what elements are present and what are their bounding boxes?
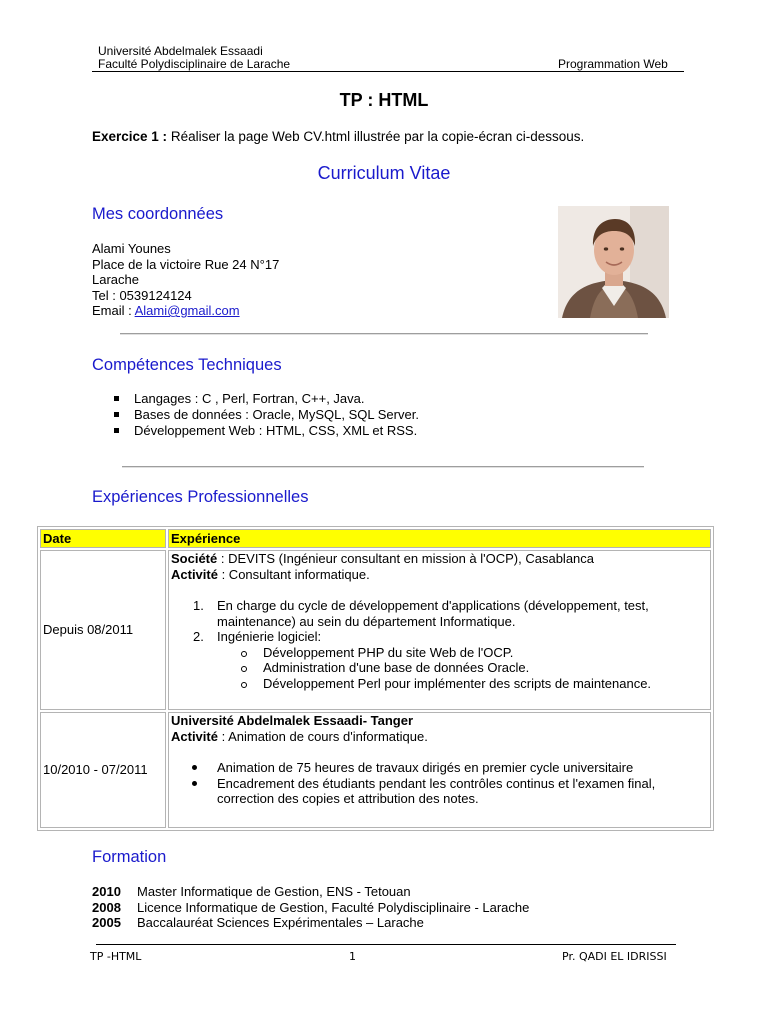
row-details bbox=[168, 712, 711, 828]
list-item bbox=[92, 900, 529, 916]
skill-item: Développement Web : HTML, CSS, XML et RSS. bbox=[108, 423, 668, 439]
list-item bbox=[171, 598, 708, 629]
table-header-row bbox=[40, 529, 711, 548]
contact-tel: Tel : 0539124124 bbox=[92, 287, 192, 303]
footer-left: TP -HTML bbox=[90, 950, 142, 963]
footer-right: Pr. QADI EL IDRISSI bbox=[562, 950, 667, 963]
cv-title: Curriculum Vitae bbox=[317, 163, 451, 183]
skills-heading: Compétences Techniques bbox=[92, 356, 282, 374]
row-details bbox=[168, 550, 711, 710]
header-faculty: Faculté Polydisciplinaire de Larache bbox=[98, 57, 291, 71]
profile-photo bbox=[558, 206, 669, 318]
skill-item: Bases de données : Oracle, MySQL, SQL Server. bbox=[108, 407, 668, 423]
list-item: Développement PHP du site Web de l'OCP. bbox=[171, 645, 708, 661]
email-link[interactable]: Alami@gmail.com bbox=[134, 303, 240, 318]
header-university: Université Abdelmalek Essaadi bbox=[98, 44, 263, 58]
list-item: Animation de 75 heures de travaux dirigés en premier cycle universitaire bbox=[171, 760, 708, 776]
contact-name: Alami Younes bbox=[92, 241, 171, 256]
org-line bbox=[171, 713, 708, 729]
list-item: Encadrement des étudiants pendant les contrôles continus et l'examen final, correction des copies et attribution des notes. bbox=[171, 776, 708, 807]
task-text: En charge du cycle de développement d'applications (développement, test, maintenance) au sein du département Informatique. bbox=[217, 598, 649, 629]
tasks-list bbox=[171, 598, 708, 645]
exercise-label: Exercice 1 : bbox=[92, 129, 168, 144]
contact-heading: Mes coordonnées bbox=[92, 205, 224, 223]
experience-heading: Expériences Professionnelles bbox=[92, 488, 309, 506]
list-number: 1. bbox=[193, 598, 204, 613]
education-text: Master Informatique de Gestion, ENS - Tetouan bbox=[137, 884, 411, 899]
page-title: TP : HTML bbox=[339, 90, 429, 110]
page-number: 1 bbox=[349, 950, 356, 963]
profile-photo-image bbox=[558, 206, 669, 318]
column-header-date: Date bbox=[40, 529, 166, 548]
subtasks-list bbox=[171, 645, 708, 692]
list-item bbox=[92, 915, 529, 931]
company-text: : DEVITS (Ingénieur consultant en mission à l'OCP), Casablanca bbox=[217, 551, 595, 566]
company-line bbox=[171, 551, 708, 567]
list-number: 2. bbox=[193, 629, 204, 644]
footer-rule bbox=[96, 944, 676, 945]
tasks-list bbox=[171, 760, 708, 807]
header-course: Programmation Web bbox=[558, 57, 668, 71]
contact-address: Place de la victoire Rue 24 N°17 bbox=[92, 256, 280, 272]
activity-line bbox=[171, 729, 708, 745]
org-name: Université Abdelmalek Essaadi- Tanger bbox=[171, 713, 414, 728]
education-year: 2010 bbox=[92, 884, 121, 899]
header-rule bbox=[92, 71, 684, 72]
list-item bbox=[92, 884, 529, 900]
activity-label: Activité bbox=[171, 566, 218, 582]
education-list bbox=[92, 884, 529, 931]
activity-text: : Consultant informatique. bbox=[217, 566, 370, 582]
table-row bbox=[40, 550, 711, 710]
list-item bbox=[171, 629, 708, 645]
row-date: Depuis 08/2011 bbox=[40, 550, 166, 710]
contact-city: Larache bbox=[92, 272, 139, 287]
row-date: 10/2010 - 07/2011 bbox=[40, 712, 166, 828]
education-text: Licence Informatique de Gestion, Faculté Polydisciplinaire - Larache bbox=[137, 899, 530, 915]
exercise-statement bbox=[92, 129, 584, 145]
section-divider bbox=[122, 466, 644, 468]
experience-table bbox=[37, 526, 714, 831]
contact-email-row bbox=[92, 303, 279, 319]
activity-line bbox=[171, 567, 708, 583]
list-item: Développement Perl pour implémenter des scripts de maintenance. bbox=[171, 676, 708, 692]
list-item: Administration d'une base de données Oracle. bbox=[171, 660, 708, 676]
task-text: Ingénierie logiciel: bbox=[217, 629, 322, 644]
column-header-experience: Expérience bbox=[168, 529, 711, 548]
section-divider bbox=[120, 333, 648, 335]
table-row bbox=[40, 712, 711, 828]
education-year: 2005 bbox=[92, 915, 121, 930]
skills-list bbox=[108, 391, 668, 439]
education-heading: Formation bbox=[92, 848, 167, 866]
contact-block bbox=[92, 241, 279, 319]
activity-text: : Animation de cours d'informatique. bbox=[217, 728, 428, 744]
skill-item: Langages : C , Perl, Fortran, C++, Java. bbox=[108, 391, 668, 407]
exercise-text: Réaliser la page Web CV.html illustrée par la copie-écran ci-dessous. bbox=[167, 129, 585, 144]
education-year: 2008 bbox=[92, 899, 121, 915]
education-text: Baccalauréat Sciences Expérimentales – Larache bbox=[137, 915, 424, 930]
company-label: Société bbox=[171, 551, 218, 566]
activity-label: Activité bbox=[171, 728, 218, 744]
contact-email-label: Email : bbox=[92, 303, 135, 318]
